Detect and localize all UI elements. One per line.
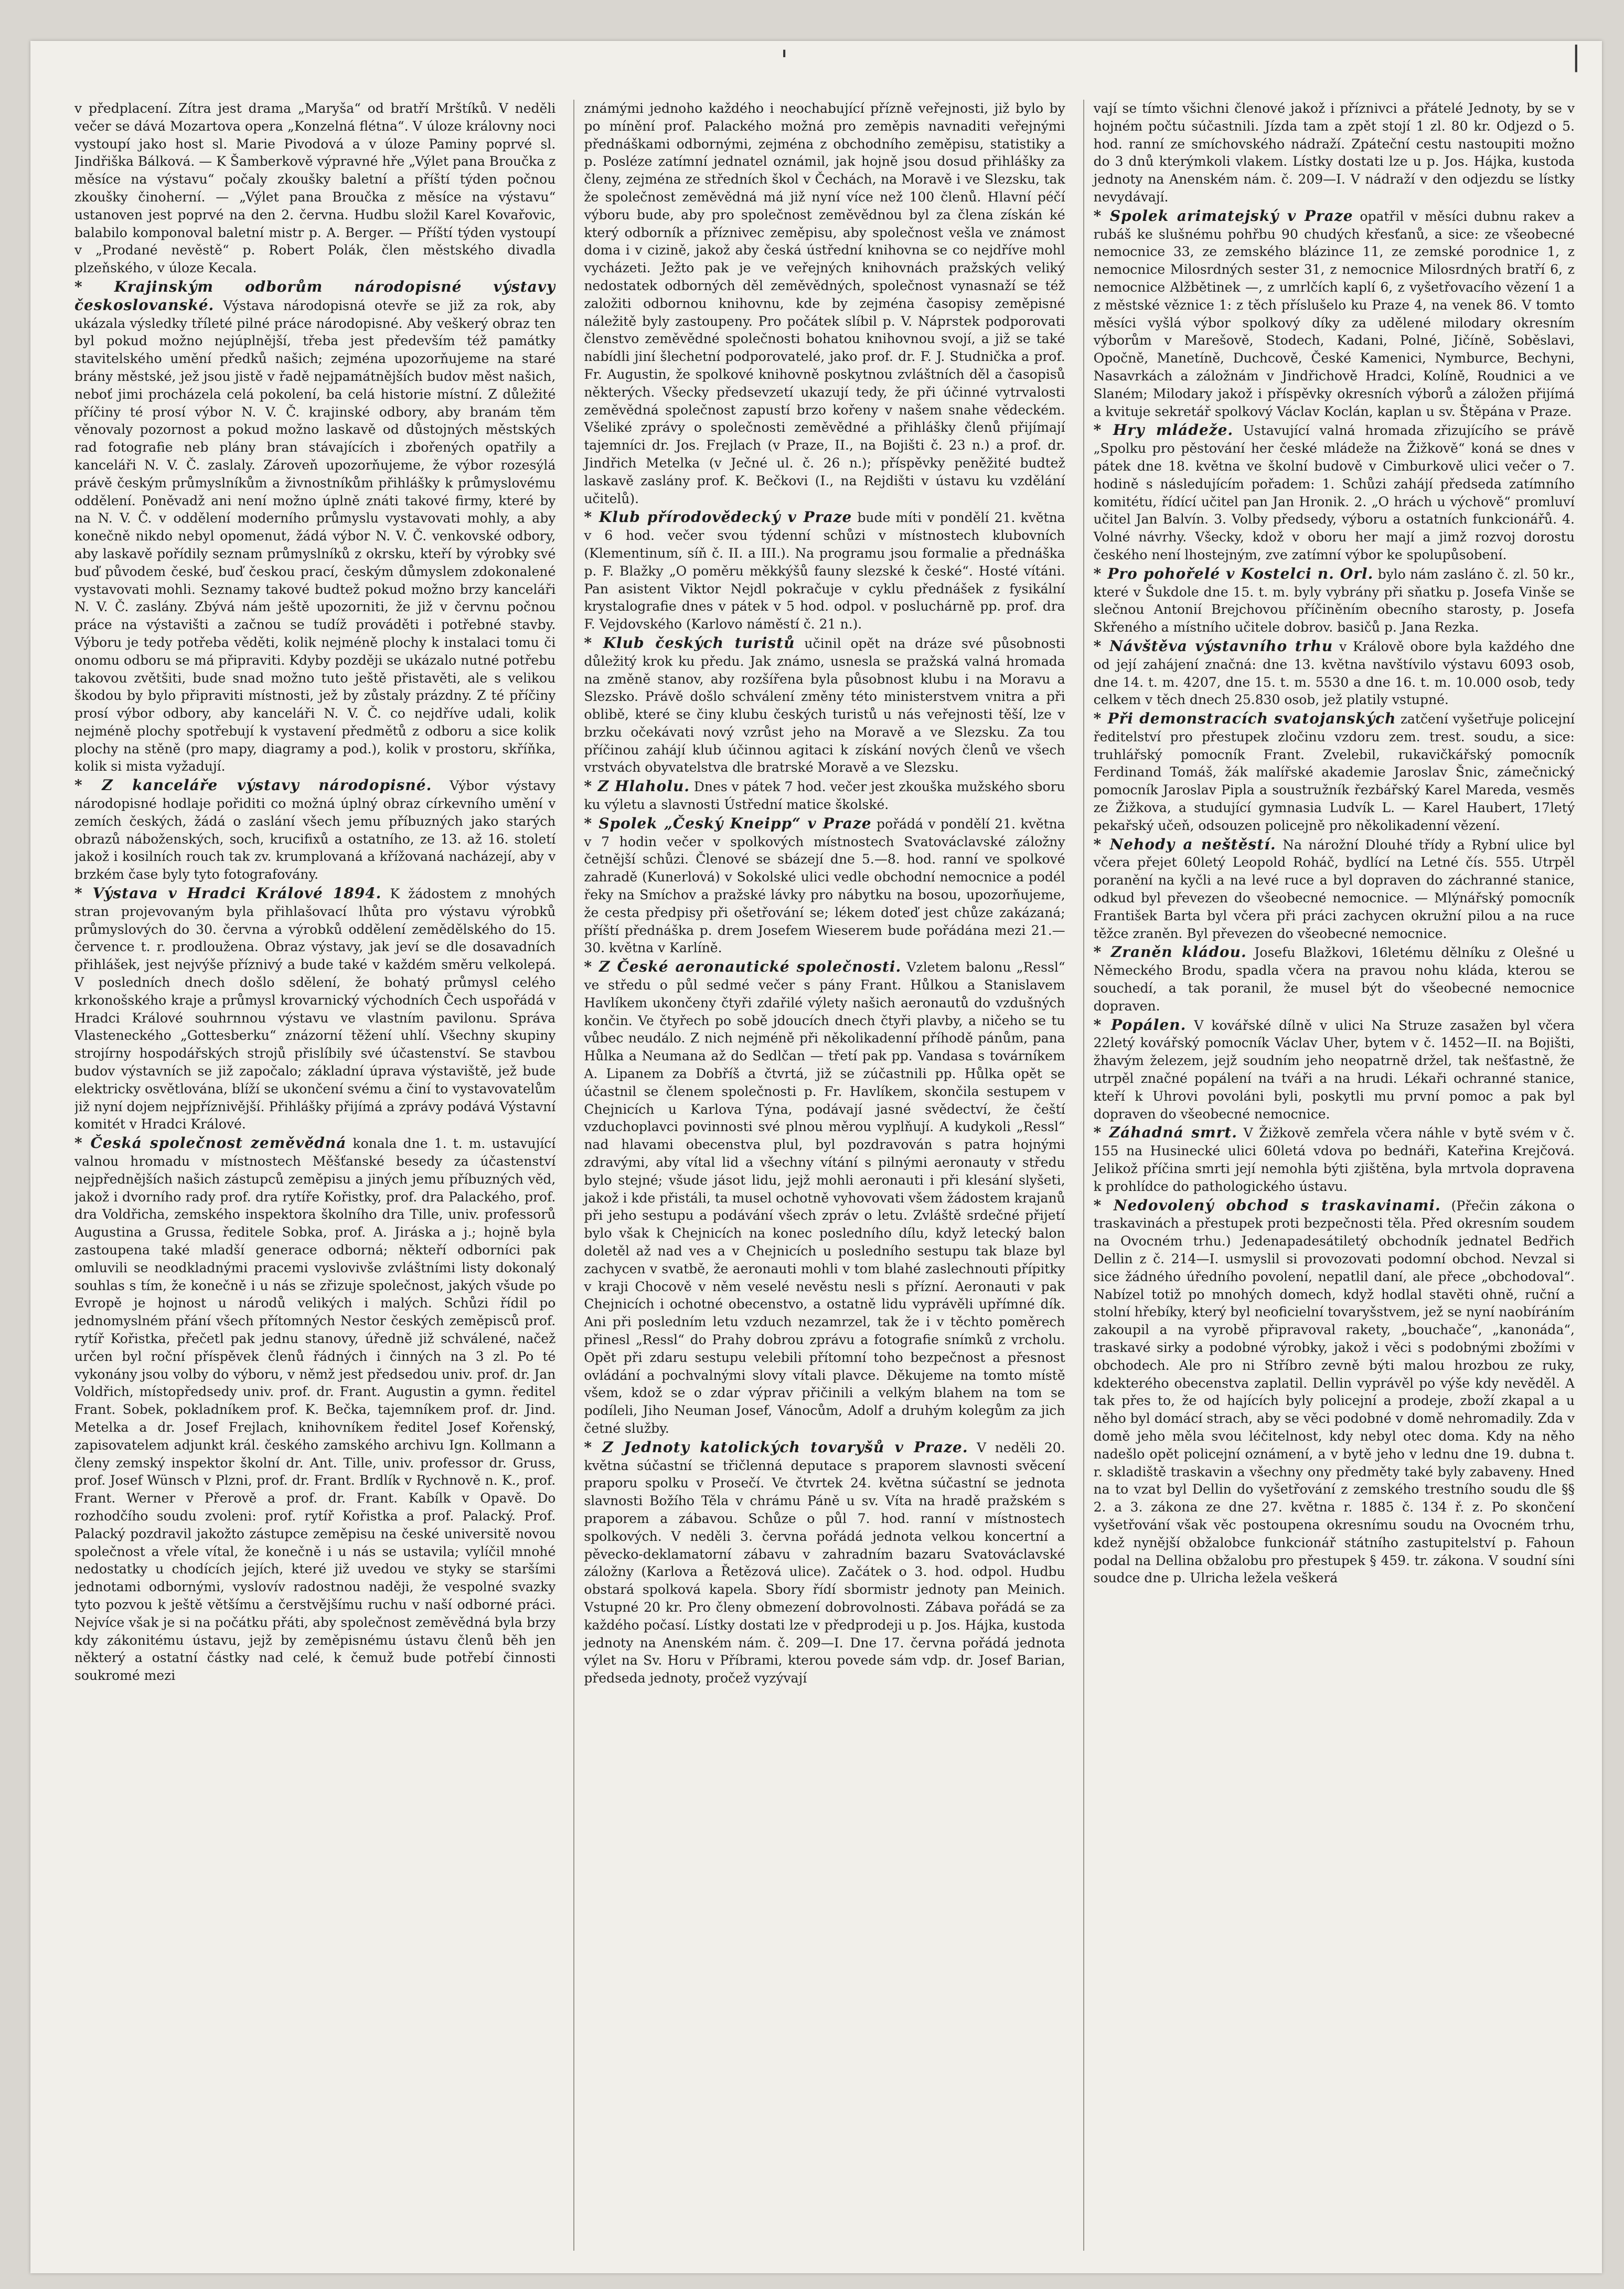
continued-paragraph <box>74 100 555 277</box>
news-item <box>1094 207 1575 421</box>
news-item-heading: * Spolek arimatejský v Praze <box>1093 207 1353 225</box>
news-item-heading: * Spolek „Český Kneipp“ v Praze <box>584 814 872 832</box>
continued-paragraph <box>1094 100 1575 206</box>
news-item-body: V Žižkově zemřela včera náhle v bytě svém v č. 155 na Husinecké ulici 60letá vdova po bednáři, Kateřina Krejčová. Jelikož příčina smrti její nemohla býti zjištěna, byla mrtvola dopravena k prohlídce do pathologického ústavu. <box>1093 1125 1575 1194</box>
news-item <box>1094 943 1575 1015</box>
news-item-body: pořádá v pondělí 21. května v 7 hodin večer v spolkových místnostech Svatováclavské záložny četnější schůzi. Členové se sbázejí dne 5.—8. hod. ranní ve spolkové zahradě (Kunerlová) v Sokolské ulici vedle obchodní nemocnice a podél řeky na Smíchov a pražské lávky pro nábytku na bosou, upozorňujeme, že cesta předpisy při ošetřování se; lékem doteď jest chůze zakázaná; příští přednáška p. drem Josefem Wieserem bude pořádána mezi 21.—30. května v Karlíně. <box>584 816 1065 956</box>
news-item <box>74 885 555 1133</box>
news-item <box>1094 1197 1575 1588</box>
news-item-heading: * Klub českých turistů <box>584 634 795 652</box>
news-item-heading: * Výstava v Hradci Králové 1894. <box>74 885 382 902</box>
news-item-body: vají se tímto všichni členové jakož i příznivci a přátelé Jednoty, by se v hojném počtu súčastnili. Jízda tam a zpět stojí 1 zl. 80 kr. Odjezd o 5. hod. ranní ze smíchovského nádraží. Zpáteční cestu nastoupiti možno do 3 dnů kterýmkoli vlakem. Lístky dostati lze u p. Jos. Hájka, kustoda jednoty na Anenském nám. č. 209—I. V nádraží v den odjezdu se lístky nevydávají. <box>1093 101 1575 205</box>
news-item-body: Výbor výstavy národopisné hodlaje pořiditi co možná úplný obraz církevního umění v zemích českých, žádá o zaslání všech jemu příbuzných jako starých obrazů náboženských, soch, krucifixů a ostatního, ze 13. až 16. století jakož i kosilních rouch tak zv. krumplovaná a křížovaná nacházejí, aby v brzkém čase byly tyto fotografovány. <box>74 778 556 882</box>
news-item <box>584 815 1065 957</box>
news-item <box>1094 1016 1575 1123</box>
news-item-body: opatřil v měsíci dubnu rakev a rubáš ke slušnému pohřbu 90 chudých křesťanů, a sice: ze všeobecné nemocnice 33, ze zemského blázince 11, ze zemské porodnice 1, z nemocnice Milosrdných sester 31, z nemocnice Milosrdných bratří 6, z nemocnice Alžbětinek —, z umrlčích kaplí 6, z vyšetřovacího vězení 1 a z městské věznice 1: z těch příslušelo ku Praze 4, na venek 86. V tomto měsíci vyšlá výbor spolkový díky za udělené milodary okresním výborům v Marešově, Stodech, Kadani, Polné, Jičíně, Soběslavi, Opočně, Manetíně, Duchcově, České Kamenici, Nymburce, Bechyni, Nasavrkách a záložnám v Jindřichově Hradci, Kolíně, Roudnici a ve Slaném; Milodary jakož i příspěvky okresních výborů a záložen přijímá a kvituje sekretář spolkový Václav Koclán, kaplan u sv. Štěpána v Praze. <box>1093 208 1575 419</box>
news-item <box>1094 637 1575 709</box>
news-item-body: (Přečin zákona o traskavinách a přestupek proti bezpečnosti těla. Před okresním soudem na Ovocném trhu.) Jedenapadesátiletý obchodník jednatel Bedřich Dellin z č. 214—I. usmyslil si provozovati podomní obchod. Nevzal si sice žádného úředního povolení, nepatlil daní, ale přece „obchodoval“. Nabízel totiž po mnohých domech, když hodlal stavěti ohně, ruční a stolní hřebíky, který byl neoficielní tovaryšstvem, jež se nyní naobíráním zakoupil a na vyrobě připravoval rakety, „bouchače“, „kanonáda“, traskavé sirky a podobné výrobky, jakož i věci s podobnými zbožími v obchodech. Ale pro ni Stříbro zevně býti malou hrozbou ze ruky, kdekterého obecenstva zaplatil. Dellin vyprávěl po výše kdy nevěděl. A tak přes to, že od hajících byly policejní a prodeje, zboží zkapal a u něho byl domácí strach, aby se věci podobné v domě nehromadily. Zda v domě jeho měla svou léčitelnost, kdy nebyl otec doma. Kdy na něho nadešlo opět policejní oznámení, a v bytě jeho v lednu dne 19. dubna t. r. skladiště traskavin a všechny ony předměty také byly zabaveny. Hned na to vzat byl Dellin do vyšetřování z zemského trestního soudu dle §§ 2. a 3. zákona ze dne 27. května r. 1885 č. 134 ř. z. Po skončení vyšetřování však věc postoupena okresnímu soudu na Ovocném trhu, kdež nynější obžalobce funkcionář státního zastupitelství p. Fahoun podal na Dellina obžalobu pro přestupek § 459. tr. zákona. V soudní síni soudce dne p. Ulricha ležela veškerá <box>1093 1198 1575 1586</box>
news-item <box>1094 710 1575 835</box>
top-right-mark: | <box>1572 41 1581 72</box>
news-item-heading: * Česká společnost zeměvědná <box>74 1134 347 1152</box>
continued-paragraph <box>584 100 1065 507</box>
news-item <box>74 1134 555 1685</box>
news-item-heading: * Z kanceláře výstavy národopisné. <box>74 776 432 794</box>
news-item <box>1094 1124 1575 1195</box>
news-item-body: bylo nám zasláno č. zl. 50 kr., které v Šukdole dne 15. t. m. byly vybrány při sňatku p. Josefa Vinše se slečnou Antonií Brejchovou příčiněním obecního starosty, p. Josefa Skřeného a místního učitele dobrov. basičů p. Jana Rezka. <box>1093 566 1575 635</box>
news-item-heading: * Hry mládeže. <box>1093 421 1234 439</box>
top-center-mark: ' <box>781 45 788 77</box>
news-item-body: zatčení vyšetřuje policejní ředitelství pro přestupek zločinu vzdoru zem. trest. soudu, a sice: truhlářský pomocník Frant. Zvelebil, rukavičkářský pomocník Ferdinand Tomáš, žák malířské akademie Jaroslav Šnic, zámečnický pomocník Jaroslav Pipla a soustružník řezbářský Karel Mareda, vesměs ze Žižkova, a studující gymnasia Ludvík L. — Karel Haubert, 17letý pekařský učeň, odsouzen policejně pro několikadenní vězení. <box>1093 711 1575 833</box>
news-item-heading: * Při demonstracích svatojanských <box>1093 710 1396 728</box>
news-item-heading: * Zraněn kládou. <box>1093 943 1247 961</box>
news-item-body: V neděli 20. května súčastní se třičlenná deputace s praporem slavnosti svěcení praporu spolku v Prosečí. Ve čtvrtek 24. května súčastní se jednota slavnosti Božího Těla v chrámu Páně u sv. Víta na hradě pražském s praporem a zábavou. Schůze o půl 7. hod. ranní v místnostech spolkových. V neděli 3. června pořádá jednota velkou koncertní a pěvecko-deklamatorní zábavu v zahradním bazaru Svatováclavské záložny (Karlova a Řetězová ulice). Začátek o 3. hod. odpol. Hudbu obstará spolková kapela. Sbory řídí sbormistr jednoty pan Meinich. Vstupné 20 kr. Pro členy obmezení dobrovolnosti. Zábava pořádá se za každého počasí. Lístky dostati lze v předprodeji u p. Jos. Hájka, kustoda jednoty na Anenském nám. č. 209—I. Dne 17. června pořádá jednota výlet na Sv. Horu v Příbrami, kterou povede sám vdp. dr. Josef Barian, předseda jednoty, pročež vyzývají <box>584 1440 1065 1686</box>
news-item <box>584 634 1065 776</box>
news-item <box>1094 421 1575 563</box>
news-item-heading: * Z České aeronautické společnosti. <box>584 958 902 976</box>
news-item-heading: * Krajinským odborům národopisné výstavy českoslovanské. <box>74 278 556 314</box>
news-item-heading: * Nehody a neštěstí. <box>1093 835 1276 853</box>
news-item-heading: * Popálen. <box>1093 1016 1187 1034</box>
news-item-body: Vzletem balonu „Ressl“ ve středu o půl sedmé večer s pány Frant. Hůlkou a Stanislavem Havlíkem ukončeny čtyři zdařilé výlety našich aeronautů do vzdušných končin. Ve čtyřech po sobě jdoucích dnech čtyři plavby, a ničeho se tu vůbec neudálo. Z nich nejméně při několikadenní příhodě pánům, pana Hůlka a Neumana až do Sedlčan — třetí pak pp. Vandasa s továrníkem A. Lipanem za Dobříš a čtvrtá, již se zúčastnili pp. Hůlka opět se účastnil se členem společnosti p. Fr. Havlíkem, skončila sestupem v Chejnicích u Karlova Týna, podávají jasné svědectví, že čeští vzduchoplavci povinnosti své plnou měrou vyplňují. A kudykoli „Ressl“ nad hlavami obecenstva plul, byl pozdravován s patra hojnými zdravými, aby vítal lid a všechny vítání s pilnými aeronauty v středu bylo stejné; všude jásot lidu, jejž mohli aeronauti i při klesání slyšeti, jakož i kde přistáli, ta musel ochotně vyhovovati všem žádostem krajanů při jeho sestupu a podávání všech zpráv o letu. Zvláště srdečné přijetí bylo však k Chejnicích na konec posledního dílu, když letecký balon doletěl až nad ves a v Chejnicích u posledního sestupu tak blaze byl zachycen v svatbě, že aeronauti mohli v tom blahé zaslechnouti přípitky v kraji Chocově v něm veselé nevěstu nesli s přízní. Aeronauti v pak Chejnicích i ochotné obecenstvo, a ostatně lidu vyprávěli upřímné dík. Ani při posledním letu vzduch nezamrzel, tak že i v těchto poměrech přinesl „Ressl“ do Prahy dobrou zprávu a fotografie snímků z vrcholu. Opět při zdaru sestupu velebili přítomní toho bezpečnost a přesnost ovládání a pochvalnými slovy vítali plavce. Děkujeme na tomto místě všem, kdož se o zdar výprav přičinili a velkým blahem na tom se podíleli, Jiho Neuman Josef, Vánocům, Adolf a druhým kolegům za jich četné služby. <box>584 960 1065 1436</box>
newspaper-page <box>30 41 1602 2273</box>
news-item-body: Ustavující valná hromada zřizujícího se právě „Spolku pro pěstování her české mládeže na Žižkově“ koná se dnes v pátek dne 18. května ve školní budově v Cimburkově ulici večer o 7. hodině s následujícím pořadem: 1. Schůzi zahájí předseda zatímního komitétu, řídící učitel pan Jan Hronik. 2. „O hrách u výchově“ promluví učitel Jan Balvín. 3. Volby předsedy, výboru a ostatních funkcionářů. 4. Volné návrhy. Všecky, kdož v oboru her mají a jimž rozvoj dorostu českého není lhostejným, zve zatímní výbor ke spolupůsobení. <box>1093 423 1575 562</box>
news-item-heading: * Nedovolený obchod s traskavinami. <box>1093 1196 1441 1214</box>
news-item-body: v Králově obore byla každého dne od její zahájení značná: dne 13. května navštívilo výstavu 6093 osob, dne 14. t. m. 4207, dne 15. t. m. 5530 a dne 16. t. m. 10.000 osob, tedy celkem v těch dnech 25.830 osob, jež platily vstupné. <box>1093 638 1575 708</box>
news-item <box>1094 836 1575 943</box>
news-item-body: Dnes v pátek 7 hod. večer jest zkouška mužského sboru ku výletu a slavnosti Ústřední matice školské. <box>584 779 1065 813</box>
news-item-body: Na nárožní Dlouhé třídy a Rybní ulice byl včera přejet 60letý Leopold Roháč, bydlící na Letné čís. 555. Utrpěl poranění na kyčli a na levé ruce a byl dopraven do záchranné stanice, odkud byl převezen do všeobecné nemocnice. — Mlýnářský pomocník František Barta byl včera při práci zachycen okružní pilou a na ruce těžce zraněn. Byl převezen do všeobecné nemocnice. <box>1093 837 1575 941</box>
news-item-body: v předplacení. Zítra jest drama „Maryša“ od bratří Mrštíků. V neděli večer se dává Mozartova opera „Konzelná flétna“. V úloze královny noci vystoupí jako host sl. Marie Pivodová a v úloze Paminy poprvé sl. Jindřiška Bálková. — K Šamberkově výpravné hře „Výlet pana Broučka z měsíce na výstavu“ počaly zkoušky baletní a příští týden počnou zkoušky činoherní. — „Výlet pana Broučka z měsíce na výstavu“ ustanoven jest poprvé na den 2. června. Hudbu složil Karel Kovařovic, balabilo komponoval baletní mistr p. A. Berger. — Příští týden vystoupí v „Prodané nevěstě“ p. Robert Polák, člen městského divadla plzeňského, v úloze Kecala. <box>74 101 556 276</box>
news-item <box>584 508 1065 633</box>
news-item-body: Josefu Blažkovi, 16letému dělníku z Olešné u Německého Brodu, spadla včera na pravou nohu kláda, kterou se souchedí, a tak poranil, že musel být do všeobecné nemocnice dopraven. <box>1093 945 1575 1014</box>
news-item <box>74 776 555 883</box>
news-item-heading: * Z Jednoty katolických tovaryšů v Praze. <box>584 1438 968 1456</box>
column-2 <box>573 100 1065 2251</box>
news-item <box>584 1439 1065 1687</box>
news-item <box>584 778 1065 814</box>
news-item <box>1094 565 1575 636</box>
news-item-body: V kovářské dílně v ulici Na Struze zasažen byl včera 22letý kovářský pomocník Václav Uher, bytem v č. 1452—II. na Bojišti, žhavým železem, jejž soudním jeho neopatrně držel, tak nešťastně, že utrpěl značné popálení na tváři a na hrudi. Lékaři ochranné stanice, kteří k Uhrovi povoláni byli, poskytli mu první pomoc a pak byl dopraven do všeobecné nemocnice. <box>1093 1017 1575 1122</box>
news-item-body: učinil opět na dráze své působnosti důležitý krok ku předu. Jak známo, usnesla se pražská valná hromada na změně stanov, aby rozšířena byla působnost klubu i na Moravu a Slezsko. Právě došlo schválení změny této ministerstvem vnitra a při oblibě, které se činy klubu českých turistů u nás veřejnosti těší, lze v brzku očekávati nový vzrůst jeho na Moravě a ve Slezsku. Za tou příčinou zahájí klub účinnou agitaci k získání nových členů ve všech vrstvách obyvatelstva dle bratrské Moravě a ve Slezsku. <box>584 635 1065 775</box>
news-item-heading: * Pro pohořelé v Kostelci n. Orl. <box>1093 565 1374 582</box>
news-item-body: bude míti v pondělí 21. května v 6 hod. večer svou týdenní schůzi v místnostech klubovních (Klementinum, síň č. II. a III.). Na programu jsou formalie a přednáška p. F. Blažky „O poměru měkkýšů fauny slezské k české“. Hosté vítáni. Pan asistent Viktor Nejdl pokračuje v cyklu přednášek z fysikální krystalografie dnes v pátek v 5 hod. odpol. v posluchárně pp. prof. dra F. Vejdovského (Karlovo náměstí č. 21 n.). <box>584 510 1065 632</box>
column-3 <box>1083 100 1575 2251</box>
text-columns <box>74 100 1575 2251</box>
news-item <box>584 958 1065 1438</box>
news-item-heading: * Z Hlaholu. <box>584 778 690 795</box>
news-item-heading: * Návštěva výstavního trhu <box>1093 637 1333 655</box>
news-item-heading: * Klub přírodovědecký v Praze <box>584 508 852 526</box>
news-item-body: K žádostem z mnohých stran projevovaným byla přihlašovací lhůta pro výstavu výrobků průmyslových do 30. června a výrobků oddělení zemědělského do 15. července t. r. prodloužena. Obraz výstavy, jak jeví se dle dosavadních přihlášek, jest nejvýše příznivý a bude také v každém směru velkolepá. V posledních dnech došlo sdělení, že bohatý průmysl celého krkonošského kraje a průmysl krovarnický východních Čech uspořádá v Hradci Králové souhrnnou výstavu ve vlastním pavilonu. Správa Vlasteneckého „Gottesberku“ znázorní těžení uhlí. Všechny skupiny strojírny hospodářských strojů přislíbily své účastenství. Se stavbou budov výstavních se již započalo; základní úprava výstaviště, jež bude elektricky osvětlována, blíží se ukončení svému a činí to vystavovatelům již nyní dojem nejpříznivější. Přihlášky přijímá a zprávy podává Výstavní komitét v Hradci Králové. <box>74 886 556 1132</box>
news-item <box>74 278 555 775</box>
news-item-body: Výstava národopisná otevře se již za rok, aby ukázala výsledky tříleté pilné práce národopisné. Aby veškerý obraz ten byl pokud možno nejúplnější, třeba jest především též památky stavitelského umění předků našich; zejména upozorňujeme na staré brány městské, jež jsou jistě v řadě nejpamátnějších budov měst našich, neboť jimi procházela celá pokolení, ba celá historie místní. Z důležité příčiny té prosí výbor N. V. Č. krajinské odbory, aby branám těm věnovaly pozornost a pokud možno laskavě od důstojných městských rad fotografie neb plány bran stávajících i zbořených opatřily a kanceláři N. V. Č. zaslaly. Zároveň upozorňujeme, že výbor rozesýlá právě českým průmyslníkům a živnostníkům přihlášky k průmyslovému oddělení. Poněvadž ani není možno úplně znáti takové firmy, které by na N. V. Č. v oddělení moderního průmyslu vystavovati mohly, a aby konečně nikdo nebyl opomenut, žádá výbor N. V. Č. venkovské odbory, aby laskavě pořídily seznam průmyslníků z okrsku, kteří by výrobky své buď původem české, buď českou prací, českým důmyslem zdokonalené vystavovati mohli. Seznamy takové budtež pokud možno brzy kanceláři N. V. Č. zaslány. Zbývá nám ještě upozorniti, že již v červnu počnou práce na výstavišti a začnou se tudíž prováděti i potřebné stavby. Výboru je tedy potřeba věděti, kolik nejméně plochy k instalaci tomu či onomu odboru se má připraviti. Kdyby později se ukázalo nutné potřebu takovou zvětšiti, bude snad možno tuto ještě přistavěti, ale s velikou škodou by bylo připraviti místnosti, jež by zůstaly prázdny. Z té příčiny prosí výbor odbory, aby kanceláři N. V. Č. co nejdříve udali, kolik nejméně plochy spotřebují k vystavení předmětů z odboru a sice kolik plochy na stěně (pro mapy, diagramy a pod.), kolik v prostoru, skříňka, kolik si mista vyžadují. <box>74 297 556 774</box>
news-item-body: známými jednoho každého i neochabující přízně veřejnosti, již bylo by po mínění prof. Palackého možná pro zeměpis navnaditi veřejnými přednáškami odbornými, zejména z obchodního zeměpisu, statistiky a p. Posléze zatímní jednatel oznámil, jak hojně jsou dosud přihlášky za členy, zejména ze středních škol v Čechách, na Moravě i ve Slezsku, tak že společnost zeměvědná má již nyní více než 100 členů. Hlavní péčí výboru bude, aby pro společnost zeměvědnou byl za člena získán ké který odborník a příznivec zeměpisu, aby společnost vešla ve známost doma i v cizině, jakož aby česká ústřední knihovna se co nejdříve mohl vycházeti. Ježto pak je ve veřejných knihovnách pražských veliký nedostatek odborných děl zeměvědných, společnost vynasnaží se též založiti odbornou knihovnu, kde by zejména časopisy zeměpisné náležitě byly zastoupeny. Pro počátek slíbil p. V. Náprstek podporovati členstvo zeměvědné společnosti bohatou knihovnou svojí, a již se také nabídli jiní šlechetní podporovatelé, jako prof. dr. F. J. Studnička a prof. Fr. Augustin, že spolkové knihovně poskytnou zvláštních děl a časopisů některých. Všecky předsevzetí ukazují tedy, že při účinné vytrvalosti zeměvědná společnost zapustí brzo kořeny v našem snahe vědeckém. Všeliké zprávy o společnosti zeměvědné a přihlášky členů přijímají tajemníci dr. Jos. Frejlach (v Praze, II., na Bojišti č. 23 n.) a prof. dr. Jindřich Metelka (v Ječné ul. č. 26 n.); příspěvky peněžité budtež laskavě zaslány prof. K. Bečkovi (I., na Rejdišti v ústavu ku vzdělání učitelů). <box>584 101 1065 506</box>
column-1 <box>74 100 555 2251</box>
news-item-heading: * Záhadná smrt. <box>1093 1124 1238 1142</box>
news-item-body: konala dne 1. t. m. ustavující valnou hromadu v místnostech Měšťanské besedy za účastenství nejpřednějších našich zástupců zeměpisu a jiných jemu příbuzných věd, jakož i dvorního rady prof. dra rytíře Kořistky, prof. dra Palackého, prof. dra Voldřicha, zemského inspektora školního dra Tille, univ. professorů Augustina a Grussa, ředitele Sobka, prof. A. Jiráska a j.; hojně byla zastoupena také mladší generace odborná; někteří odborníci pak omluvili se neodkladnými pracemi vyslovivše zvláštními listy dokonalý souhlas s tím, že konečně i u nás se zřizuje společnost, jakých všude po Evropě je hojnost u národů velikých i malých. Schůzi řídil po jednomyslném přání všech přítomných Nestor českých zeměpisců prof. rytíř Kořistka, přečetl pak jednu stanovy, úředně již schválené, načež určen byl roční příspěvek členů řádných i činných na 3 zl. Po té vykonány jsou volby do výboru, v němž jest předsedou univ. prof. dr. Jan Voldřich, místopředsedy univ. prof. dr. Frant. Augustin a gymn. ředitel Frant. Sobek, pokladníkem prof. K. Bečka, tajemníkem prof. dr. Jind. Metelka a dr. Josef Frejlach, knihovníkem ředitel Josef Kořenský, zapisovatelem adjunkt král. českého zamského archivu Ign. Kollmann a členy zemský inspektor školní dr. Ant. Tille, univ. professor dr. Gruss, prof. Josef Wünsch v Plzni, prof. dr. Frant. Brdlík v Rychnově n. K., prof. Frant. Werner v Přerově a prof. dr. Frant. Kabílk v Opavě. Do rozhodčího soudu zvoleni: prof. rytíř Kořistka a prof. Palacký. Prof. Palacký pozdravil jakožto zástupce zeměpisu na české universitě novou společnost a vřele vítal, že konečně i u nás se ustavila; vylíčil mnohé nedostatky u chodících jejích, které již uvedou ve styky se staršími jednotami odbornými, vyslovív radostnou naději, že vespolné svazky tyto pozvou k ještě většímu a čerstvějšímu ruchu v naší odborné práci. Nejvíce však je si na počátku přáti, aby společnost zeměvědná byla brzy kdy zákonitému ústavu, jejž by zeměpisnému ústavu členů běh jen některý a ostatní částky nad celé, k čemuž bude potřebí činnosti soukromé mezi <box>74 1136 556 1684</box>
